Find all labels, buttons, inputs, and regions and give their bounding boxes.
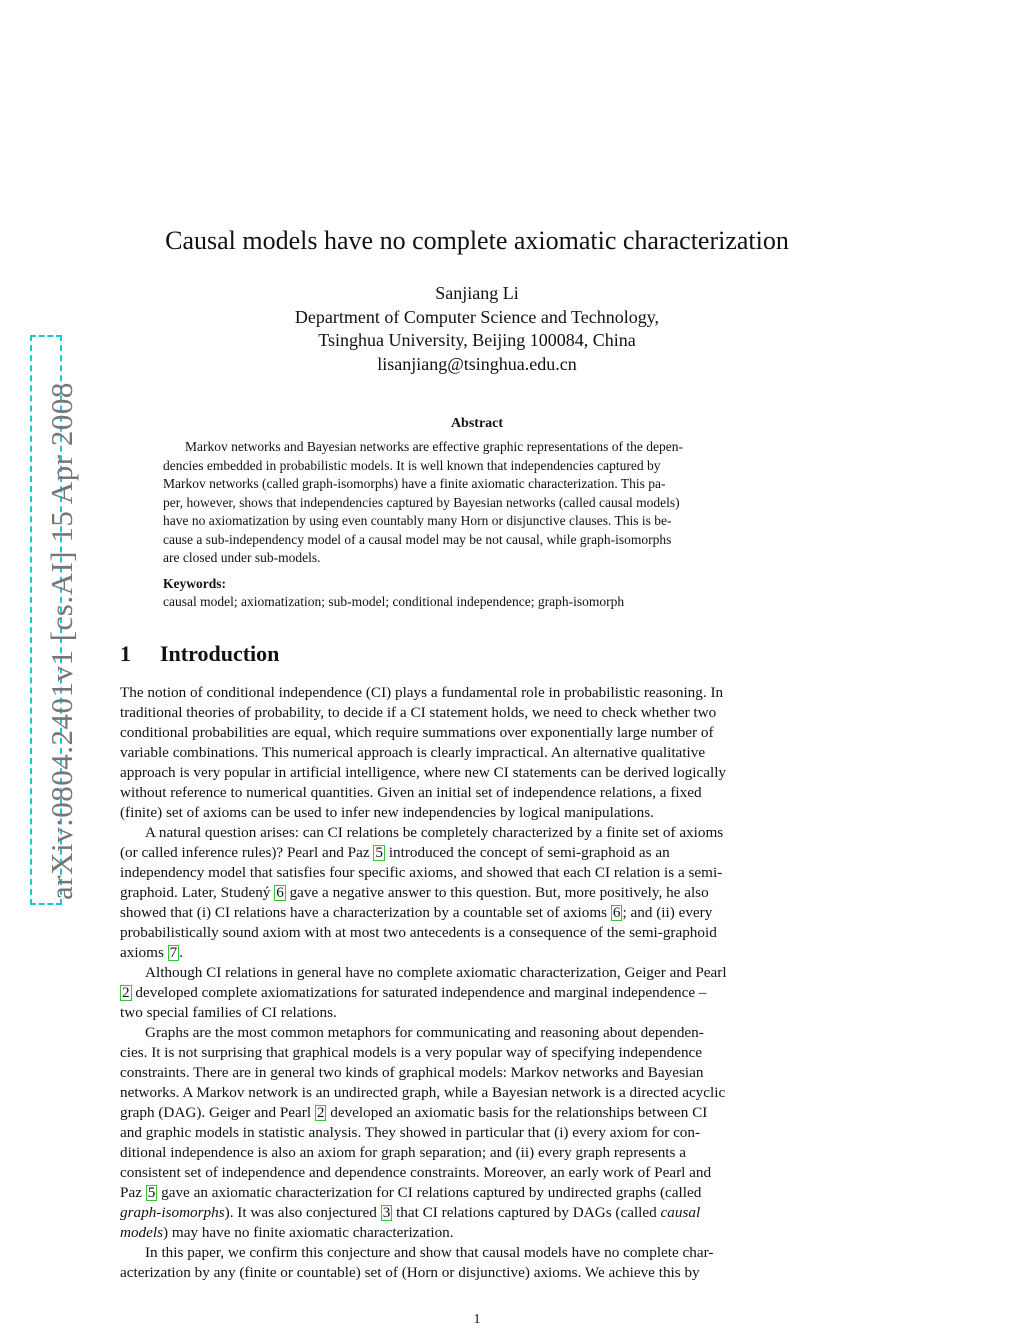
text-span: ; and (ii) every xyxy=(622,904,713,921)
text-span: graphoid. Later, Studený xyxy=(120,884,275,901)
text-span: developed an axiomatic basis for the relationships between CI xyxy=(326,1104,708,1121)
text-span: gave a negative answer to this question. But, more positively, he also xyxy=(285,884,709,901)
body-line: consistent set of independence and dependence constraints. Moreover, an early work of Pearl and xyxy=(120,1164,712,1181)
body-line: networks. A Markov network is an undirected graph, while a Bayesian network is a directed acyclic xyxy=(120,1084,726,1101)
body-line: two special families of CI relations. xyxy=(120,1004,337,1021)
abstract-line: are closed under sub-models. xyxy=(163,550,321,565)
abstract-line: have no axiomatization by using even countably many Horn or disjunctive clauses. This is be- xyxy=(163,513,672,528)
text-span: ) may have no finite axiomatic characterization. xyxy=(163,1224,454,1241)
text-span: Paz xyxy=(120,1184,146,1201)
body-line xyxy=(120,1203,832,1223)
body-line: Graphs are the most common metaphors for communicating and reasoning about dependen- xyxy=(145,1024,704,1041)
author-block xyxy=(0,282,954,376)
keywords-heading: Keywords: xyxy=(163,576,226,591)
abstract-line: Markov networks and Bayesian networks are effective graphic representations of the depen- xyxy=(185,439,683,454)
keywords-text: causal model; axiomatization; sub-model; conditional independence; graph-isomorph xyxy=(163,594,625,609)
body-line xyxy=(120,843,832,863)
page-number: 1 xyxy=(473,1312,481,1327)
body-line: independency model that satisfies four specific axioms, and showed that each CI relation is a semi- xyxy=(120,864,723,881)
citation-link[interactable]: 2 xyxy=(316,1104,325,1121)
body-line: acterization by any (finite or countable) set of (Horn or disjunctive) axioms. We achieve this by xyxy=(120,1264,700,1281)
citation-link[interactable]: 3 xyxy=(382,1204,391,1221)
body-text xyxy=(120,683,832,1283)
body-line xyxy=(120,943,832,963)
body-line xyxy=(120,883,832,903)
body-line: constraints. There are in general two kinds of graphical models: Markov networks and Bayesian xyxy=(120,1064,704,1081)
author-name: Sanjiang Li xyxy=(435,283,519,303)
abstract-heading: Abstract xyxy=(450,416,504,431)
text-span: graph (DAG). Geiger and Pearl xyxy=(120,1104,315,1121)
abstract-text xyxy=(163,438,791,568)
abstract-line: per, however, shows that independencies captured by Bayesian networks (called causal models) xyxy=(163,494,680,510)
section-number: 1 xyxy=(120,641,131,666)
body-line: In this paper, we confirm this conjecture and show that causal models have no complete char- xyxy=(145,1244,714,1261)
body-line xyxy=(120,903,832,923)
body-line: Although CI relations in general have no complete axiomatic characterization, Geiger and Pearl xyxy=(145,964,727,981)
citation-link[interactable]: 5 xyxy=(375,844,384,861)
text-span: axioms xyxy=(120,944,168,961)
body-line: conditional probabilities are equal, which require summations over exponentially large number of xyxy=(120,724,714,741)
body-line: (finite) set of axioms can be used to infer new independencies by logical manipulations. xyxy=(120,804,654,821)
body-line: approach is very popular in artificial intelligence, where new CI statements can be derived logically xyxy=(120,764,727,781)
abstract-line: Markov networks (called graph-isomorphs) have a finite axiomatic characterization. This pa- xyxy=(163,476,666,491)
author-email: lisanjiang@tsinghua.edu.cn xyxy=(377,353,577,374)
emphasis-term: causal xyxy=(660,1204,701,1221)
text-span: showed that (i) CI relations have a characterization by a countable set of axioms xyxy=(120,904,611,921)
body-line: traditional theories of probability, to decide if a CI statement holds, we need to check whether two xyxy=(120,704,717,721)
body-line: variable combinations. This numerical approach is clearly impractical. An alternative qualitative xyxy=(120,744,706,761)
text-span: developed complete axiomatizations for saturated independence and marginal independence – xyxy=(131,984,707,1001)
emphasis-term: graph-isomorphs xyxy=(120,1204,225,1221)
author-university: Tsinghua University, Beijing 100084, China xyxy=(318,330,636,350)
body-line xyxy=(120,983,832,1003)
body-line: probabilistically sound axiom with at most two antecedents is a consequence of the semi-graphoid xyxy=(120,924,717,941)
body-line xyxy=(120,1183,832,1203)
text-span: that CI relations captured by DAGs (called xyxy=(392,1204,661,1221)
body-line xyxy=(120,1103,832,1123)
paper-title: Causal models have no complete axiomatic characterization xyxy=(165,226,789,255)
arxiv-stamp: arXiv:0804.2401v1 [cs.AI] 15 Apr 2008 xyxy=(44,382,79,900)
abstract-line: dencies embedded in probabilistic models. It is well known that independencies captured by xyxy=(163,457,661,473)
section-title: Introduction xyxy=(160,641,280,666)
body-line xyxy=(120,1223,832,1243)
citation-link[interactable]: 6 xyxy=(276,884,284,901)
text-span: . xyxy=(179,944,184,961)
citation-link[interactable]: 5 xyxy=(147,1184,156,1201)
body-line: and graphic models in statistic analysis. They showed in particular that (i) every axiom for con- xyxy=(120,1124,701,1141)
author-department: Department of Computer Science and Technology, xyxy=(294,306,660,327)
text-span: (or called inference rules)? Pearl and Paz xyxy=(120,844,374,861)
body-line: The notion of conditional independence (CI) plays a fundamental role in probabilistic reasoning. In xyxy=(120,684,724,701)
body-line: without reference to numerical quantities. Given an initial set of independence relations, a fixed xyxy=(120,784,702,801)
emphasis-term: models xyxy=(120,1224,164,1241)
text-span: gave an axiomatic characterization for CI relations captured by undirected graphs (called xyxy=(157,1184,702,1201)
text-span: ). It was also conjectured xyxy=(224,1204,381,1221)
citation-link[interactable]: 6 xyxy=(612,904,621,921)
citation-link[interactable]: 7 xyxy=(169,944,178,961)
body-line: A natural question arises: can CI relations be completely characterized by a finite set of axioms xyxy=(145,824,724,841)
citation-link[interactable]: 2 xyxy=(122,984,130,1001)
body-line: cies. It is not surprising that graphical models is a very popular way of specifying independence xyxy=(120,1044,703,1061)
abstract-line: cause a sub-independency model of a causal model may be not causal, while graph-isomorphs xyxy=(163,531,672,547)
section-heading xyxy=(120,641,279,667)
text-span: introduced the concept of semi-graphoid as an xyxy=(385,844,670,861)
body-line: ditional independence is also an axiom for graph separation; and (ii) every graph represents a xyxy=(120,1144,686,1161)
